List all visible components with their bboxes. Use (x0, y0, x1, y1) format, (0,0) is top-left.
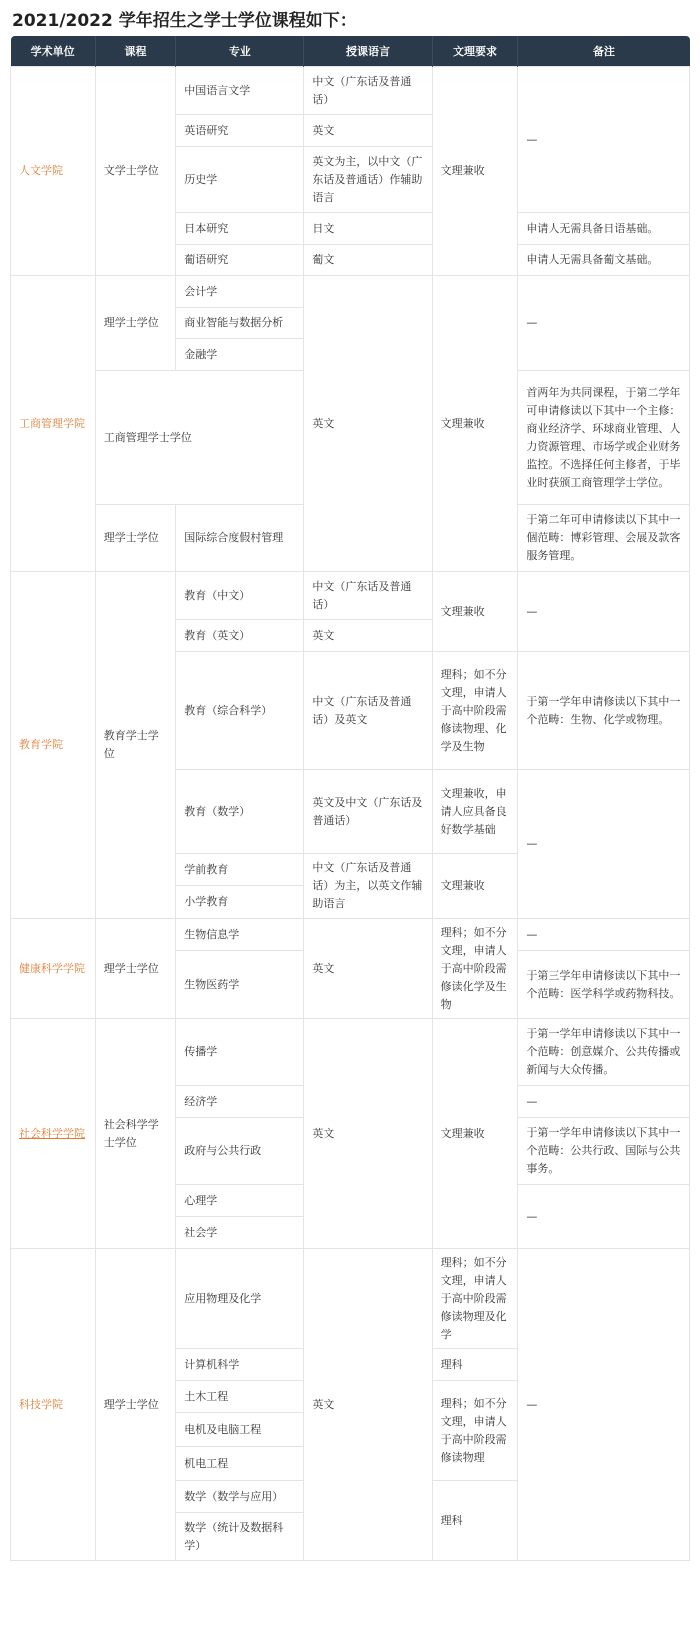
major-cell: 政府与公共行政 (176, 1118, 304, 1185)
header-major: 专业 (176, 36, 304, 67)
remark-cell: 申请人无需具备日语基础。 (518, 213, 690, 245)
requirement-cell: 理科 (432, 1349, 518, 1381)
major-cell: 英语研究 (176, 115, 304, 147)
remark-cell: — (518, 67, 690, 213)
requirement-cell: 文理兼收 (432, 1019, 518, 1249)
remark-cell: — (518, 1086, 690, 1118)
language-cell: 中文（广东话及普通话）及英文 (304, 652, 432, 770)
header-remarks: 备注 (518, 36, 690, 67)
degree-cell: 教育学士学位 (95, 572, 176, 919)
remark-cell: 于第三学年申请修读以下其中一个范畴：医学科学或药物科技。 (518, 951, 690, 1019)
major-cell: 生物信息学 (176, 919, 304, 951)
header-academic-unit: 学术单位 (11, 36, 96, 67)
requirement-cell: 理科；如不分文理，申请人于高中阶段需修读化学及生物 (432, 919, 518, 1019)
major-cell: 机电工程 (176, 1447, 304, 1481)
dept-cell[interactable]: 社会科学学院 (11, 1019, 96, 1249)
major-cell: 教育（中文） (176, 572, 304, 620)
major-cell: 金融学 (176, 339, 304, 371)
major-cell: 教育（英文） (176, 620, 304, 652)
degree-cell: 社会科学学士学位 (95, 1019, 176, 1249)
language-cell: 中文（广东话及普通话） (304, 67, 432, 115)
remark-cell: 于第一学年申请修读以下其中一个范畴：创意媒介、公共传播或新闻与大众传播。 (518, 1019, 690, 1086)
remark-cell: 申请人无需具备葡文基础。 (518, 245, 690, 276)
remark-cell: — (518, 1249, 690, 1561)
remark-cell: 于第二年可申请修读以下其中一個范畴：博彩管理、会展及款客服务管理。 (518, 505, 690, 572)
language-cell: 英文为主，以中文（广东话及普通话）作辅助语言 (304, 147, 432, 213)
remark-cell: — (518, 919, 690, 951)
major-cell: 历史学 (176, 147, 304, 213)
degree-cell: 理学士学位 (95, 1249, 176, 1561)
language-cell: 英文 (304, 276, 432, 572)
header-programme: 课程 (95, 36, 176, 67)
requirement-cell: 理科；如不分文理，申请人于高中阶段需修读物理及化学 (432, 1249, 518, 1349)
table-row (11, 572, 690, 620)
language-cell: 英文 (304, 919, 432, 1019)
remark-cell: 于第一学年申请修读以下其中一个范畴：生物、化学或物理。 (518, 652, 690, 770)
remark-cell: — (518, 572, 690, 652)
requirement-cell: 文理兼收 (432, 276, 518, 572)
remark-cell: — (518, 1185, 690, 1249)
table-row (11, 1249, 690, 1349)
language-cell: 日文 (304, 213, 432, 245)
major-cell: 计算机科学 (176, 1349, 304, 1381)
language-cell: 英文 (304, 115, 432, 147)
degree-cell: 文学士学位 (95, 67, 176, 276)
degree-cell: 理学士学位 (95, 276, 176, 371)
major-cell: 生物医药学 (176, 951, 304, 1019)
major-cell: 小学教育 (176, 886, 304, 919)
dept-cell[interactable]: 健康科学学院 (11, 919, 96, 1019)
remark-cell: — (518, 770, 690, 919)
major-cell: 商业智能与数据分析 (176, 308, 304, 339)
major-cell: 教育（数学） (176, 770, 304, 854)
dept-cell[interactable]: 教育学院 (11, 572, 96, 919)
programme-table (10, 36, 690, 1561)
major-cell: 应用物理及化学 (176, 1249, 304, 1349)
language-cell: 英文 (304, 1249, 432, 1561)
language-cell: 中文（广东话及普通话）为主，以英文作辅助语言 (304, 854, 432, 919)
major-cell: 心理学 (176, 1185, 304, 1217)
requirement-cell: 文理兼收，申请人应具备良好数学基础 (432, 770, 518, 854)
header-language: 授课语言 (304, 36, 432, 67)
table-row (11, 276, 690, 308)
table-row (11, 919, 690, 951)
requirement-cell: 文理兼收 (432, 67, 518, 276)
dept-cell[interactable]: 科技学院 (11, 1249, 96, 1561)
remark-cell: — (518, 276, 690, 371)
major-cell: 教育（综合科学） (176, 652, 304, 770)
degree-cell: 理学士学位 (95, 505, 176, 572)
requirement-cell: 理科；如不分文理，申请人于高中阶段需修读物理、化学及生物 (432, 652, 518, 770)
requirement-cell: 理科；如不分文理，申请人于高中阶段需修读物理 (432, 1381, 518, 1481)
table-row (11, 67, 690, 115)
remark-cell: 首两年为共同课程，于第二学年可申请修读以下其中一个主修：商业经济学、环球商业管理、人力资源管理、市场学或企业财务监控。不选择任何主修者，于毕业时获颁工商管理学士学位。 (518, 371, 690, 505)
major-cell: 中国语言文学 (176, 67, 304, 115)
major-cell: 传播学 (176, 1019, 304, 1086)
major-cell: 数学（统计及数据科学） (176, 1513, 304, 1561)
language-cell: 英文 (304, 1019, 432, 1249)
header-row (11, 36, 690, 67)
major-cell: 经济学 (176, 1086, 304, 1118)
requirement-cell: 文理兼收 (432, 572, 518, 652)
major-cell: 葡语研究 (176, 245, 304, 276)
major-cell: 社会学 (176, 1217, 304, 1249)
major-cell: 电机及电脑工程 (176, 1413, 304, 1447)
header-requirement: 文理要求 (432, 36, 518, 67)
requirement-cell: 理科 (432, 1481, 518, 1561)
remark-cell: 于第一学年申请修读以下其中一个范畴：公共行政、国际与公共事务。 (518, 1118, 690, 1185)
major-cell: 国际综合度假村管理 (176, 505, 304, 572)
table-row (11, 1019, 690, 1086)
major-cell: 学前教育 (176, 854, 304, 886)
degree-cell: 理学士学位 (95, 919, 176, 1019)
language-cell: 英文及中文（广东话及普通话） (304, 770, 432, 854)
language-cell: 中文（广东话及普通话） (304, 572, 432, 620)
language-cell: 葡文 (304, 245, 432, 276)
major-cell: 会计学 (176, 276, 304, 308)
language-cell: 英文 (304, 620, 432, 652)
page-title: 2021/2022 学年招生之学士学位课程如下： (12, 11, 357, 31)
major-cell: 日本研究 (176, 213, 304, 245)
major-cell: 土木工程 (176, 1381, 304, 1413)
dept-cell[interactable]: 工商管理学院 (11, 276, 96, 572)
major-cell: 数学（数学与应用） (176, 1481, 304, 1513)
dept-cell[interactable]: 人文学院 (11, 67, 96, 276)
requirement-cell: 文理兼收 (432, 854, 518, 919)
degree-cell: 工商管理学士学位 (95, 371, 304, 505)
